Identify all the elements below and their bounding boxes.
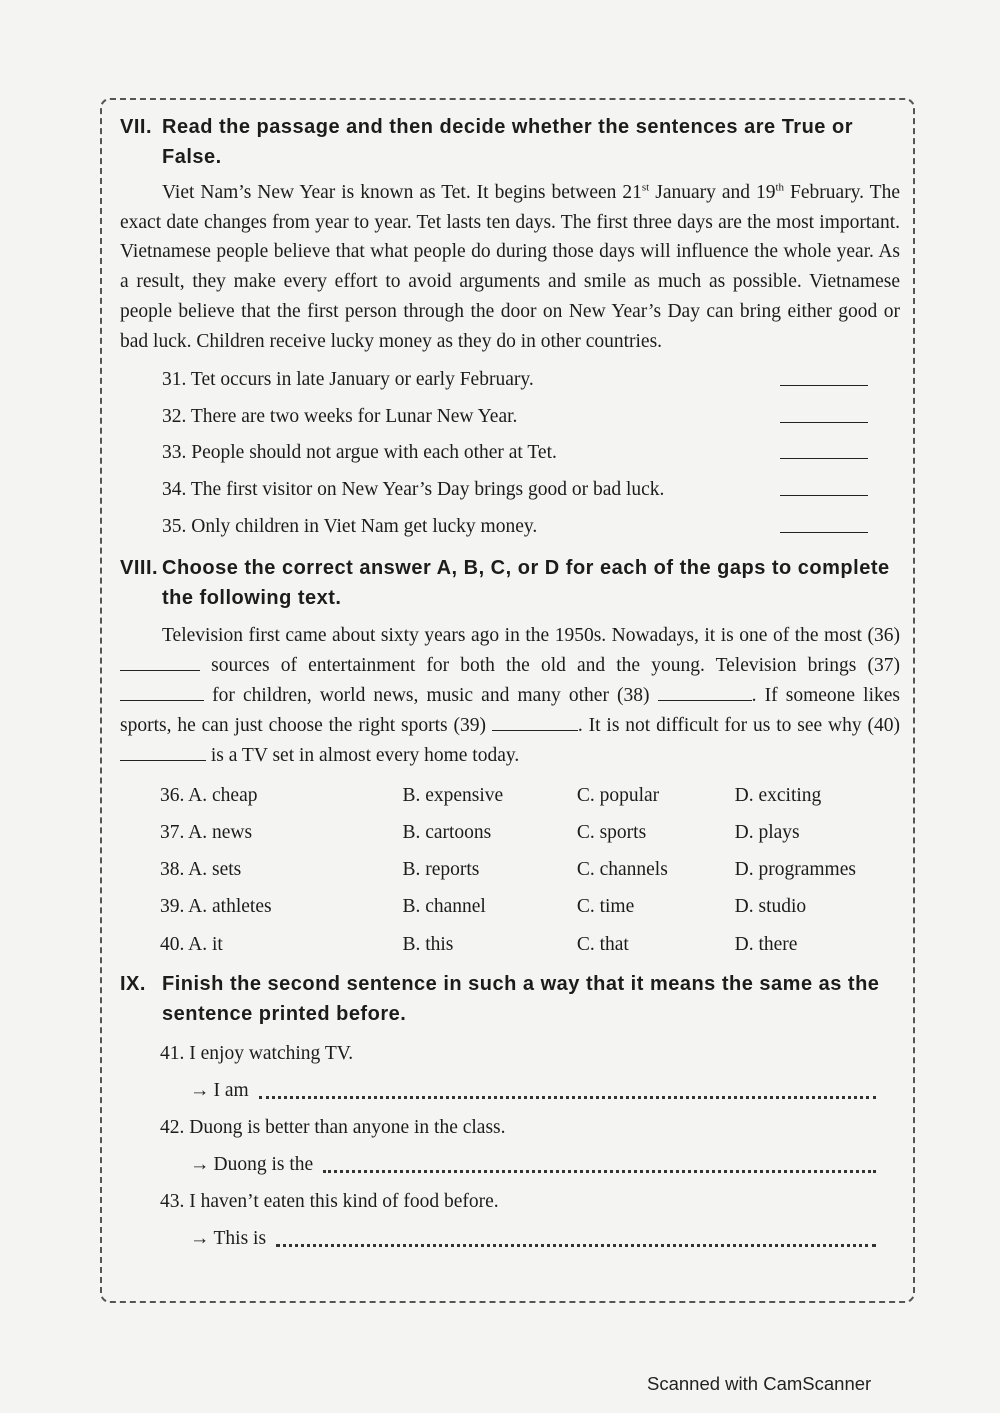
option-a[interactable]: 37. A. news xyxy=(160,821,253,843)
section-viii-passage xyxy=(120,621,900,771)
section-viii xyxy=(120,553,900,963)
section-viii-heading xyxy=(120,553,900,613)
option-row xyxy=(120,777,900,814)
gap-38[interactable] xyxy=(658,684,752,701)
option-b[interactable]: B. expensive xyxy=(402,784,504,806)
section-vii-number: VII. xyxy=(120,116,153,138)
tf-statement: 35. Only children in Viet Nam get lucky money. xyxy=(162,515,538,537)
arrow-icon: → xyxy=(190,1154,210,1176)
section-ix xyxy=(120,969,900,1257)
gap-36[interactable] xyxy=(120,654,200,671)
option-b[interactable]: B. reports xyxy=(402,859,480,881)
scanner-watermark: Scanned with CamScanner xyxy=(647,1373,872,1394)
rewrite-prompt: I am xyxy=(213,1080,249,1102)
answer-blank[interactable] xyxy=(780,495,868,496)
arrow-icon: → xyxy=(190,1080,210,1102)
rewrite-item xyxy=(120,1109,900,1183)
tf-statement: 34. The first visitor on New Year’s Day brings good or bad luck. xyxy=(162,479,665,500)
rewrite-question: 43. I haven’t eaten this kind of food before. xyxy=(160,1191,499,1213)
tf-statement: 31. Tet occurs in late January or early February. xyxy=(162,369,534,391)
gap-37[interactable] xyxy=(120,684,204,701)
worksheet-content xyxy=(120,112,900,1257)
section-vii-heading xyxy=(120,112,900,172)
gap-40[interactable] xyxy=(120,744,206,761)
section-ix-title: Finish the second sentence in such a way that it means the same as the sentence printed before. xyxy=(162,973,880,1026)
section-viii-number: VIII. xyxy=(120,557,159,580)
option-b[interactable]: B. this xyxy=(402,933,454,955)
tf-statement: 32. There are two weeks for Lunar New Year. xyxy=(162,405,518,427)
option-d[interactable]: D. exciting xyxy=(734,784,822,806)
dotted-answer-line[interactable] xyxy=(323,1156,876,1173)
option-c[interactable]: C. popular xyxy=(576,784,660,806)
option-c[interactable]: C. sports xyxy=(576,821,647,843)
answer-blank[interactable] xyxy=(780,532,868,533)
rewrite-answer-line[interactable] xyxy=(120,1072,900,1109)
passage-text: January and 19 xyxy=(649,182,776,203)
section-vii-passage xyxy=(120,178,900,356)
tf-statement: 33. People should not argue with each other at Tet. xyxy=(162,442,557,464)
option-c[interactable]: C. time xyxy=(576,896,635,918)
option-d[interactable]: D. plays xyxy=(734,821,800,843)
rewrite-item xyxy=(120,1035,900,1109)
true-false-list xyxy=(120,362,900,545)
tf-item xyxy=(120,435,900,472)
tf-item xyxy=(120,509,900,546)
tf-item xyxy=(120,399,900,436)
answer-blank[interactable] xyxy=(780,458,868,459)
passage-text: Television first came about sixty years ago in the 1950s. Nowadays, it is one of the most (36) xyxy=(162,625,900,647)
section-ix-heading xyxy=(120,969,900,1029)
option-a[interactable]: 36. A. cheap xyxy=(160,784,258,806)
option-a[interactable]: 38. A. sets xyxy=(160,859,242,881)
rewrite-question: 41. I enjoy watching TV. xyxy=(160,1043,354,1065)
option-d[interactable]: D. there xyxy=(734,933,798,955)
dotted-answer-line[interactable] xyxy=(276,1230,876,1247)
options-table xyxy=(120,777,900,963)
answer-blank[interactable] xyxy=(780,422,868,423)
arrow-icon: → xyxy=(190,1228,210,1250)
option-d[interactable]: D. programmes xyxy=(734,859,856,881)
rewrite-answer-line[interactable] xyxy=(120,1146,900,1183)
section-viii-title: Choose the correct answer A, B, C, or D for each of the gaps to complete the following text. xyxy=(162,557,890,610)
section-vii xyxy=(120,112,900,545)
passage-text: sources of entertainment for both the old and the young. Television brings (37) xyxy=(200,655,900,677)
gap-39[interactable] xyxy=(492,714,578,731)
option-c[interactable]: C. channels xyxy=(576,859,668,881)
tf-item xyxy=(120,472,900,509)
passage-text: is a TV set in almost every home today. xyxy=(206,745,520,767)
answer-blank[interactable] xyxy=(780,385,868,386)
ordinal-suffix: th xyxy=(775,181,785,194)
option-row xyxy=(120,814,900,851)
passage-text: February. The exact date changes from year to year. Tet lasts ten days. The first three days are the most important. Vietnamese people believe that what people do during those days will influence the whole year. As a result, they make every effort to avoid arguments and smile as much as possible. Vietnamese people believe that the first person through the door on New Year’s Day can bring either good or bad luck. Children receive lucky money as they do in other countries. xyxy=(120,182,900,352)
section-ix-number: IX. xyxy=(120,973,146,996)
option-b[interactable]: B. cartoons xyxy=(402,821,492,843)
rewrite-item xyxy=(120,1183,900,1257)
section-vii-title: Read the passage and then decide whether the sentences are True or False. xyxy=(162,116,853,168)
option-b[interactable]: B. channel xyxy=(402,896,486,918)
option-c[interactable]: C. that xyxy=(576,933,629,955)
option-row xyxy=(120,889,900,926)
option-a[interactable]: 39. A. athletes xyxy=(160,896,272,918)
rewrite-prompt: This is xyxy=(213,1228,267,1250)
option-row xyxy=(120,852,900,889)
option-d[interactable]: D. studio xyxy=(734,896,807,918)
rewrite-answer-line[interactable] xyxy=(120,1220,900,1257)
rewrite-question: 42. Duong is better than anyone in the class. xyxy=(160,1117,506,1139)
passage-text: . It is not difficult for us to see why (40) xyxy=(577,715,900,737)
option-row xyxy=(120,926,900,963)
tf-item xyxy=(120,362,900,399)
dotted-answer-line[interactable] xyxy=(259,1082,876,1099)
ordinal-suffix: st xyxy=(641,181,650,194)
passage-text: . If someone likes sports, he can just choose the right sports (39) xyxy=(120,685,900,737)
passage-text: Viet Nam’s New Year is known as Tet. It begins between 21 xyxy=(162,182,642,203)
rewrite-prompt: Duong is the xyxy=(213,1154,314,1176)
option-a[interactable]: 40. A. it xyxy=(160,933,223,955)
passage-text: for children, world news, music and many other (38) xyxy=(204,685,658,707)
